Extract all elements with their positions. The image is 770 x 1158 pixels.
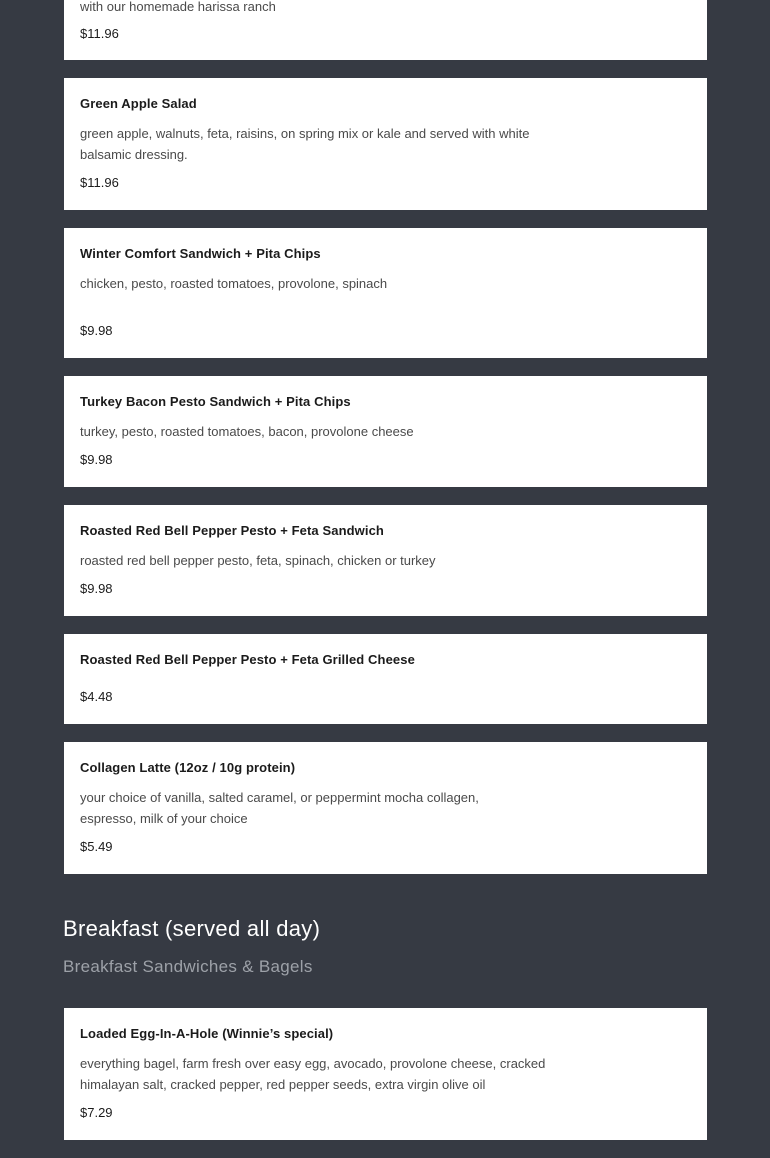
menu-item-name: Winter Comfort Sandwich + Pita Chips: [80, 246, 321, 261]
section-title: Breakfast (served all day): [63, 916, 321, 941]
menu-item-name: Green Apple Salad: [80, 96, 197, 111]
menu-item-card: [64, 1008, 707, 1140]
menu-item-price: $5.49: [80, 839, 113, 854]
menu-item-description: with our homemade harissa ranch: [80, 0, 276, 14]
menu-item-name: Roasted Red Bell Pepper Pesto + Feta Sandwich: [80, 523, 384, 538]
menu-item-price: $11.96: [80, 26, 119, 41]
menu-item-description: chicken, pesto, roasted tomatoes, provolone, spinach: [80, 276, 388, 291]
menu-item-price: $9.98: [80, 323, 113, 338]
menu-item-card: [64, 634, 707, 724]
menu-item-name: Collagen Latte (12oz / 10g protein): [80, 760, 296, 775]
menu-item-price: $4.48: [80, 689, 113, 704]
menu-item-price: $7.29: [80, 1105, 113, 1120]
menu-item-description: everything bagel, farm fresh over easy egg, avocado, provolone cheese, cracked himalayan salt, cracked pepper, red pepper seeds, extra virgin olive oil: [80, 1056, 546, 1092]
menu-item-price: $9.98: [80, 452, 113, 467]
menu-item-description: roasted red bell pepper pesto, feta, spinach, chicken or turkey: [80, 553, 436, 568]
menu-item-card: [64, 78, 707, 210]
menu-item-description: turkey, pesto, roasted tomatoes, bacon, provolone cheese: [80, 424, 414, 439]
section-subtitle: Breakfast Sandwiches & Bagels: [63, 957, 313, 976]
menu-item-card: [64, 742, 707, 874]
menu-item-card: [64, 376, 707, 487]
menu-item-card: [64, 228, 707, 358]
menu-item-name: Roasted Red Bell Pepper Pesto + Feta Grilled Cheese: [80, 652, 415, 667]
menu-item-card: [64, 505, 707, 616]
menu-item-name: Turkey Bacon Pesto Sandwich + Pita Chips: [80, 394, 351, 409]
menu-item-name: Loaded Egg-In-A-Hole (Winnie’s special): [80, 1026, 334, 1041]
menu-item-price: $11.96: [80, 175, 119, 190]
menu-item-description: your choice of vanilla, salted caramel, or peppermint mocha collagen, espresso, milk of your choice: [80, 790, 479, 826]
menu-item-card: [64, 0, 707, 60]
menu-item-price: $9.98: [80, 581, 113, 596]
menu-item-description: green apple, walnuts, feta, raisins, on spring mix or kale and served with white balsamic dressing.: [80, 126, 530, 162]
